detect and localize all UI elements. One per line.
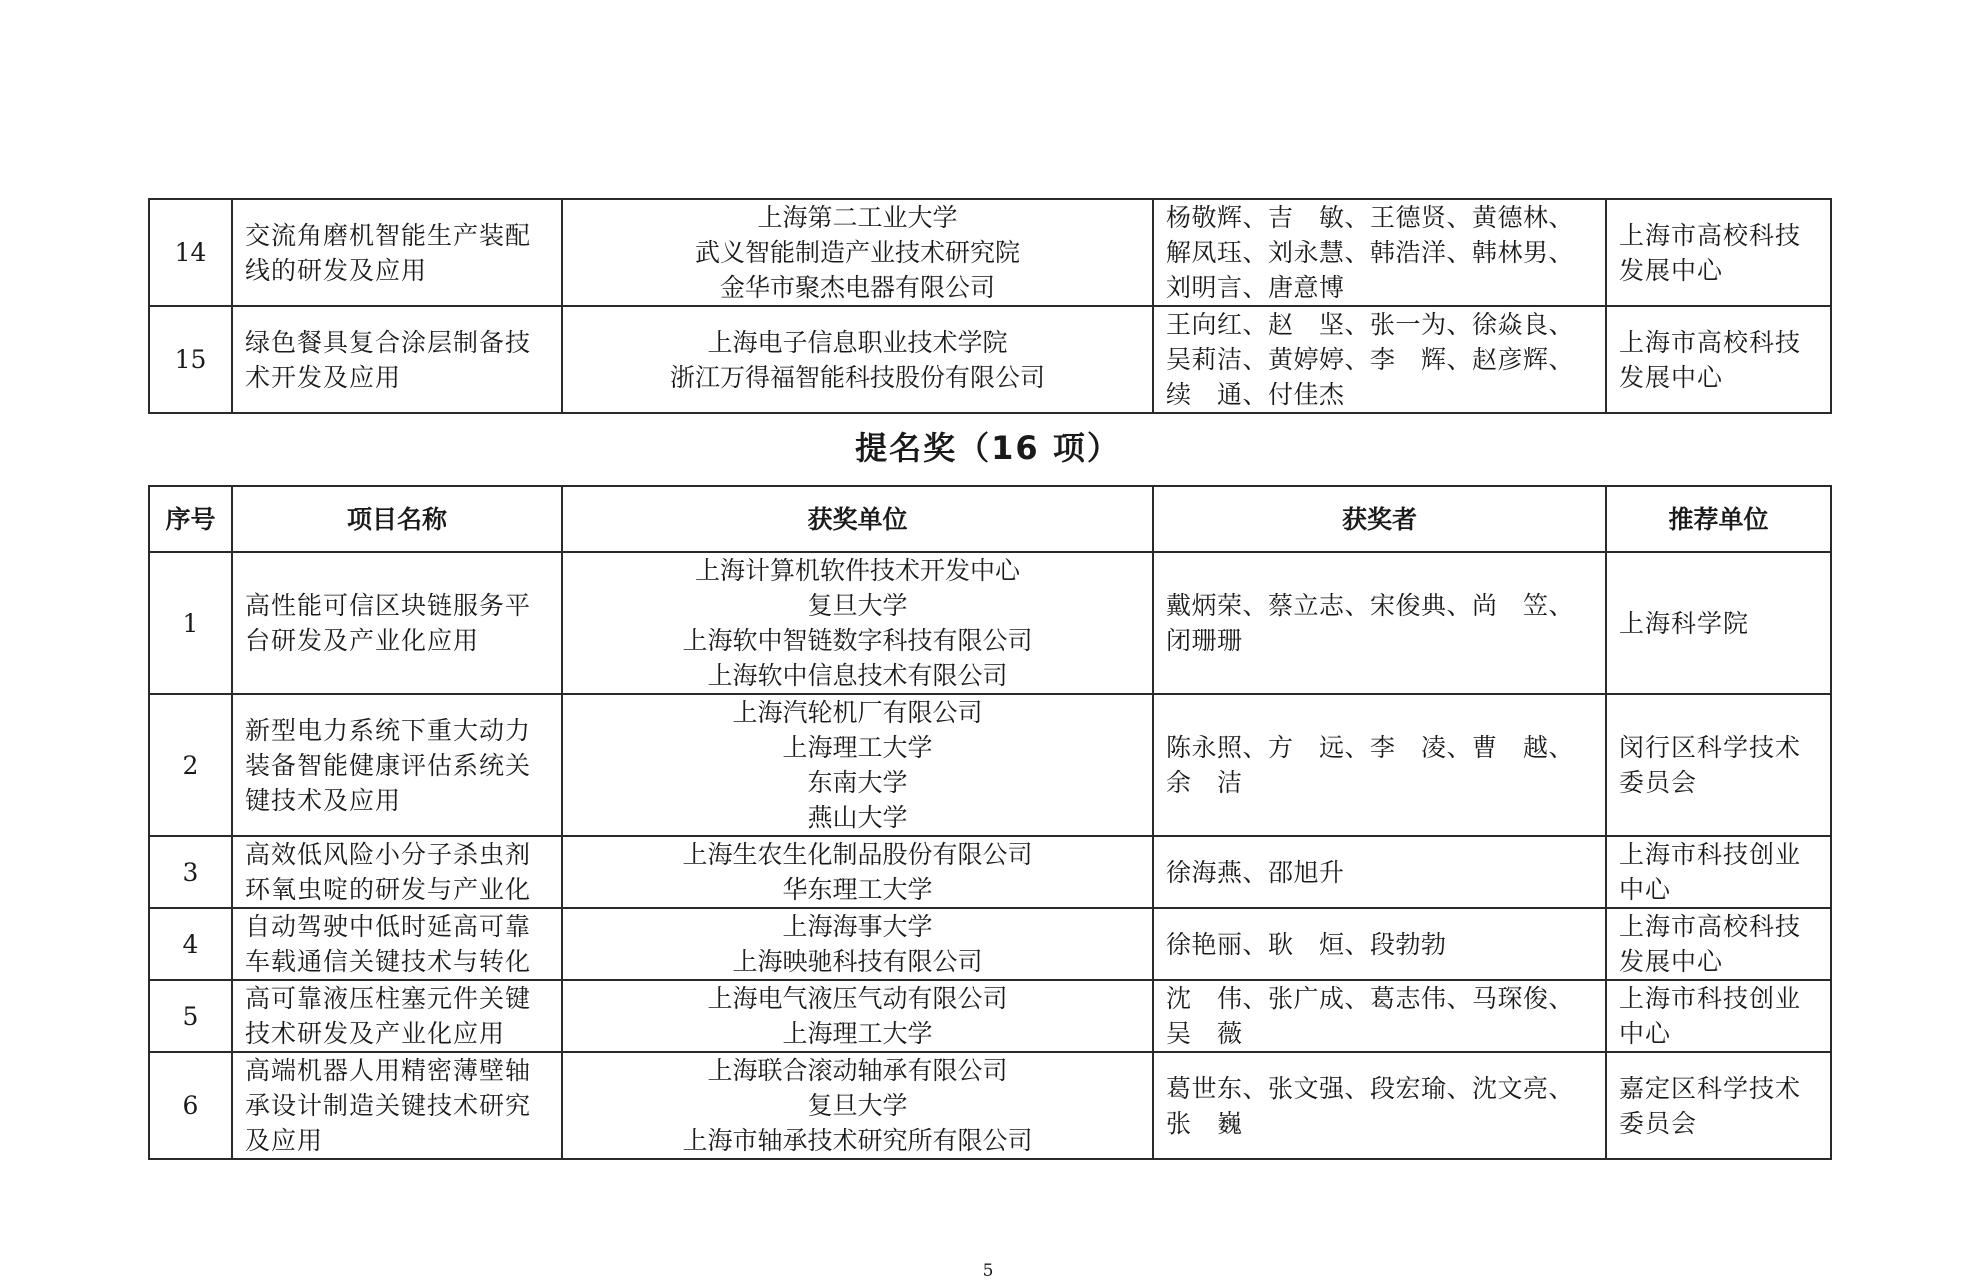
project-name-line: 自动驾驶中低时延高可靠: [245, 912, 532, 941]
winning-units-line: 武义智能制造产业技术研究院: [694, 238, 1020, 267]
winners-line: 徐艳丽、耿 烜、段勃勃: [1166, 929, 1447, 959]
winners-line: 张 巍: [1166, 1108, 1243, 1138]
project-name-line: 线的研发及应用: [245, 255, 428, 285]
header-winners: 获奖者: [1153, 486, 1606, 552]
recommender-line: 委员会: [1619, 768, 1698, 797]
winning-units-line: 浙江万得福智能科技股份有限公司: [669, 362, 1045, 392]
row-number: 4: [149, 908, 232, 980]
row-number: 3: [149, 836, 232, 908]
winning-units-line: 华东理工大学: [782, 875, 933, 904]
winning-units-line: 金华市聚杰电器有限公司: [719, 273, 995, 302]
winners: [1153, 306, 1606, 413]
table-row: [149, 908, 1831, 980]
project-name-line: 交流角磨机智能生产装配: [245, 220, 532, 250]
winning-units-line: 复旦大学: [807, 1091, 908, 1120]
project-name: [232, 908, 562, 980]
recommender-line: 发展中心: [1619, 947, 1724, 976]
winners: [1153, 980, 1606, 1052]
winners-line: 葛世东、张文强、段宏瑜、沈文亮、: [1166, 1073, 1575, 1103]
winning-units-line: 上海联合滚动轴承有限公司: [707, 1056, 1008, 1085]
winning-units: [562, 694, 1153, 836]
recommender-line: 发展中心: [1619, 255, 1724, 285]
winning-units: [562, 552, 1153, 694]
continued-table-body: [149, 199, 1831, 413]
project-name-line: 高效低风险小分子杀虫剂: [245, 840, 532, 869]
winning-units-line: 上海理工大学: [782, 733, 933, 762]
header-recommender: 推荐单位: [1606, 486, 1831, 552]
project-name: [232, 552, 562, 694]
winning-units-line: 上海第二工业大学: [757, 203, 958, 232]
recommender-line: 中心: [1619, 1019, 1672, 1048]
project-name: [232, 836, 562, 908]
winners-line: 余 洁: [1166, 768, 1243, 797]
table-row: [149, 836, 1831, 908]
winners-line: 陈永照、方 远、李 凌、曹 越、: [1166, 733, 1575, 762]
recommender: [1606, 836, 1831, 908]
winners-line: 杨敬辉、吉 敏、王德贤、黄德林、: [1166, 203, 1575, 232]
nomination-table-body: [149, 552, 1831, 1159]
recommender-line: 中心: [1619, 875, 1672, 904]
recommender-line: 上海市高校科技: [1619, 912, 1802, 941]
project-name-line: 装备智能健康评估系统关: [245, 750, 532, 780]
winning-units: [562, 980, 1153, 1052]
project-name: [232, 694, 562, 836]
recommender: [1606, 306, 1831, 413]
winning-units-line: 燕山大学: [807, 803, 908, 832]
recommender: [1606, 694, 1831, 836]
recommender: [1606, 980, 1831, 1052]
winners-line: 沈 伟、张广成、葛志伟、马琛俊、: [1166, 984, 1575, 1013]
winners-line: 刘明言、唐意博: [1166, 273, 1345, 302]
winners-line: 解凤珏、刘永慧、韩浩洋、韩林男、: [1166, 238, 1575, 267]
winning-units-line: 上海电子信息职业技术学院: [707, 327, 1008, 357]
project-name-line: 术开发及应用: [245, 362, 402, 392]
winning-units: [562, 836, 1153, 908]
page-number: 5: [982, 1261, 994, 1281]
winning-units-line: 上海理工大学: [782, 1019, 933, 1048]
recommender-line: 上海市高校科技: [1619, 327, 1802, 357]
project-name-line: 台研发及产业化应用: [245, 626, 480, 655]
winning-units-line: 上海软中信息技术有限公司: [707, 661, 1008, 690]
project-name: [232, 980, 562, 1052]
recommender-line: 发展中心: [1619, 362, 1724, 392]
project-name-line: 技术研发及产业化应用: [245, 1019, 506, 1048]
table-row: [149, 306, 1831, 413]
winning-units-line: 上海映驰科技有限公司: [732, 947, 983, 976]
project-name-line: 承设计制造关键技术研究: [245, 1091, 532, 1120]
recommender-line: 委员会: [1619, 1108, 1698, 1138]
winners: [1153, 1052, 1606, 1159]
winning-units-line: 上海电气液压气动有限公司: [707, 984, 1008, 1013]
winning-units-line: 上海汽轮机厂有限公司: [732, 698, 983, 727]
table-header-row: [149, 486, 1831, 552]
winners-line: 徐海燕、邵旭升: [1166, 857, 1345, 887]
winning-units: [562, 199, 1153, 306]
winners: [1153, 908, 1606, 980]
row-number: 15: [149, 306, 232, 413]
recommender: [1606, 1052, 1831, 1159]
continued-award-table: [148, 198, 1832, 414]
header-no: 序号: [149, 486, 232, 552]
winning-units-line: 上海市轴承技术研究所有限公司: [682, 1126, 1033, 1155]
project-name: [232, 199, 562, 306]
winners-line: 闭珊珊: [1166, 626, 1243, 655]
row-number: 5: [149, 980, 232, 1052]
winners-line: 吴 薇: [1166, 1019, 1243, 1048]
project-name-line: 键技术及应用: [245, 785, 402, 815]
table-row: [149, 1052, 1831, 1159]
table-row: [149, 694, 1831, 836]
winning-units: [562, 306, 1153, 413]
project-name-line: 高可靠液压柱塞元件关键: [245, 984, 532, 1013]
row-number: 6: [149, 1052, 232, 1159]
project-name-line: 车载通信关键技术与转化: [245, 947, 532, 976]
winning-units-line: 复旦大学: [807, 591, 908, 620]
winners: [1153, 199, 1606, 306]
winning-units-line: 东南大学: [807, 768, 908, 797]
project-name-line: 绿色餐具复合涂层制备技: [245, 327, 532, 357]
recommender-line: 上海科学院: [1619, 608, 1750, 638]
winners-line: 续 通、付佳杰: [1166, 380, 1345, 409]
section-title: 提名奖（16 项）: [855, 429, 1121, 467]
winners: [1153, 552, 1606, 694]
row-number: 14: [149, 199, 232, 306]
recommender: [1606, 908, 1831, 980]
winning-units-line: 上海海事大学: [782, 912, 933, 941]
recommender-line: 闵行区科学技术: [1619, 733, 1802, 762]
winners: [1153, 694, 1606, 836]
winning-units-line: 上海软中智链数字科技有限公司: [682, 626, 1033, 655]
winning-units-line: 上海生农生化制品股份有限公司: [682, 840, 1033, 869]
winners-line: 戴炳荣、蔡立志、宋俊典、尚 笠、: [1166, 591, 1575, 620]
winning-units: [562, 1052, 1153, 1159]
table-row: [149, 552, 1831, 694]
table-row: [149, 199, 1831, 306]
recommender-line: 上海市科技创业: [1619, 984, 1802, 1013]
table-row: [149, 980, 1831, 1052]
header-project-name: 项目名称: [232, 486, 562, 552]
recommender-line: 上海市科技创业: [1619, 840, 1802, 869]
project-name: [232, 306, 562, 413]
project-name: [232, 1052, 562, 1159]
winners: [1153, 836, 1606, 908]
winners-line: 吴莉洁、黄婷婷、李 辉、赵彦辉、: [1166, 345, 1575, 374]
project-name-line: 环氧虫啶的研发与产业化: [245, 875, 532, 904]
project-name-line: 高端机器人用精密薄壁轴: [245, 1056, 532, 1085]
recommender: [1606, 552, 1831, 694]
row-number: 1: [149, 552, 232, 694]
project-name-line: 及应用: [245, 1126, 324, 1155]
row-number: 2: [149, 694, 232, 836]
winners-line: 王向红、赵 坚、张一为、徐焱良、: [1166, 310, 1575, 339]
winning-units-line: 上海计算机软件技术开发中心: [694, 556, 1020, 585]
recommender: [1606, 199, 1831, 306]
project-name-line: 高性能可信区块链服务平: [245, 591, 532, 620]
nomination-award-table: [148, 485, 1832, 1160]
project-name-line: 新型电力系统下重大动力: [245, 715, 532, 745]
recommender-line: 嘉定区科学技术: [1619, 1073, 1802, 1103]
recommender-line: 上海市高校科技: [1619, 220, 1802, 250]
header-winning-units: 获奖单位: [562, 486, 1153, 552]
winning-units: [562, 908, 1153, 980]
